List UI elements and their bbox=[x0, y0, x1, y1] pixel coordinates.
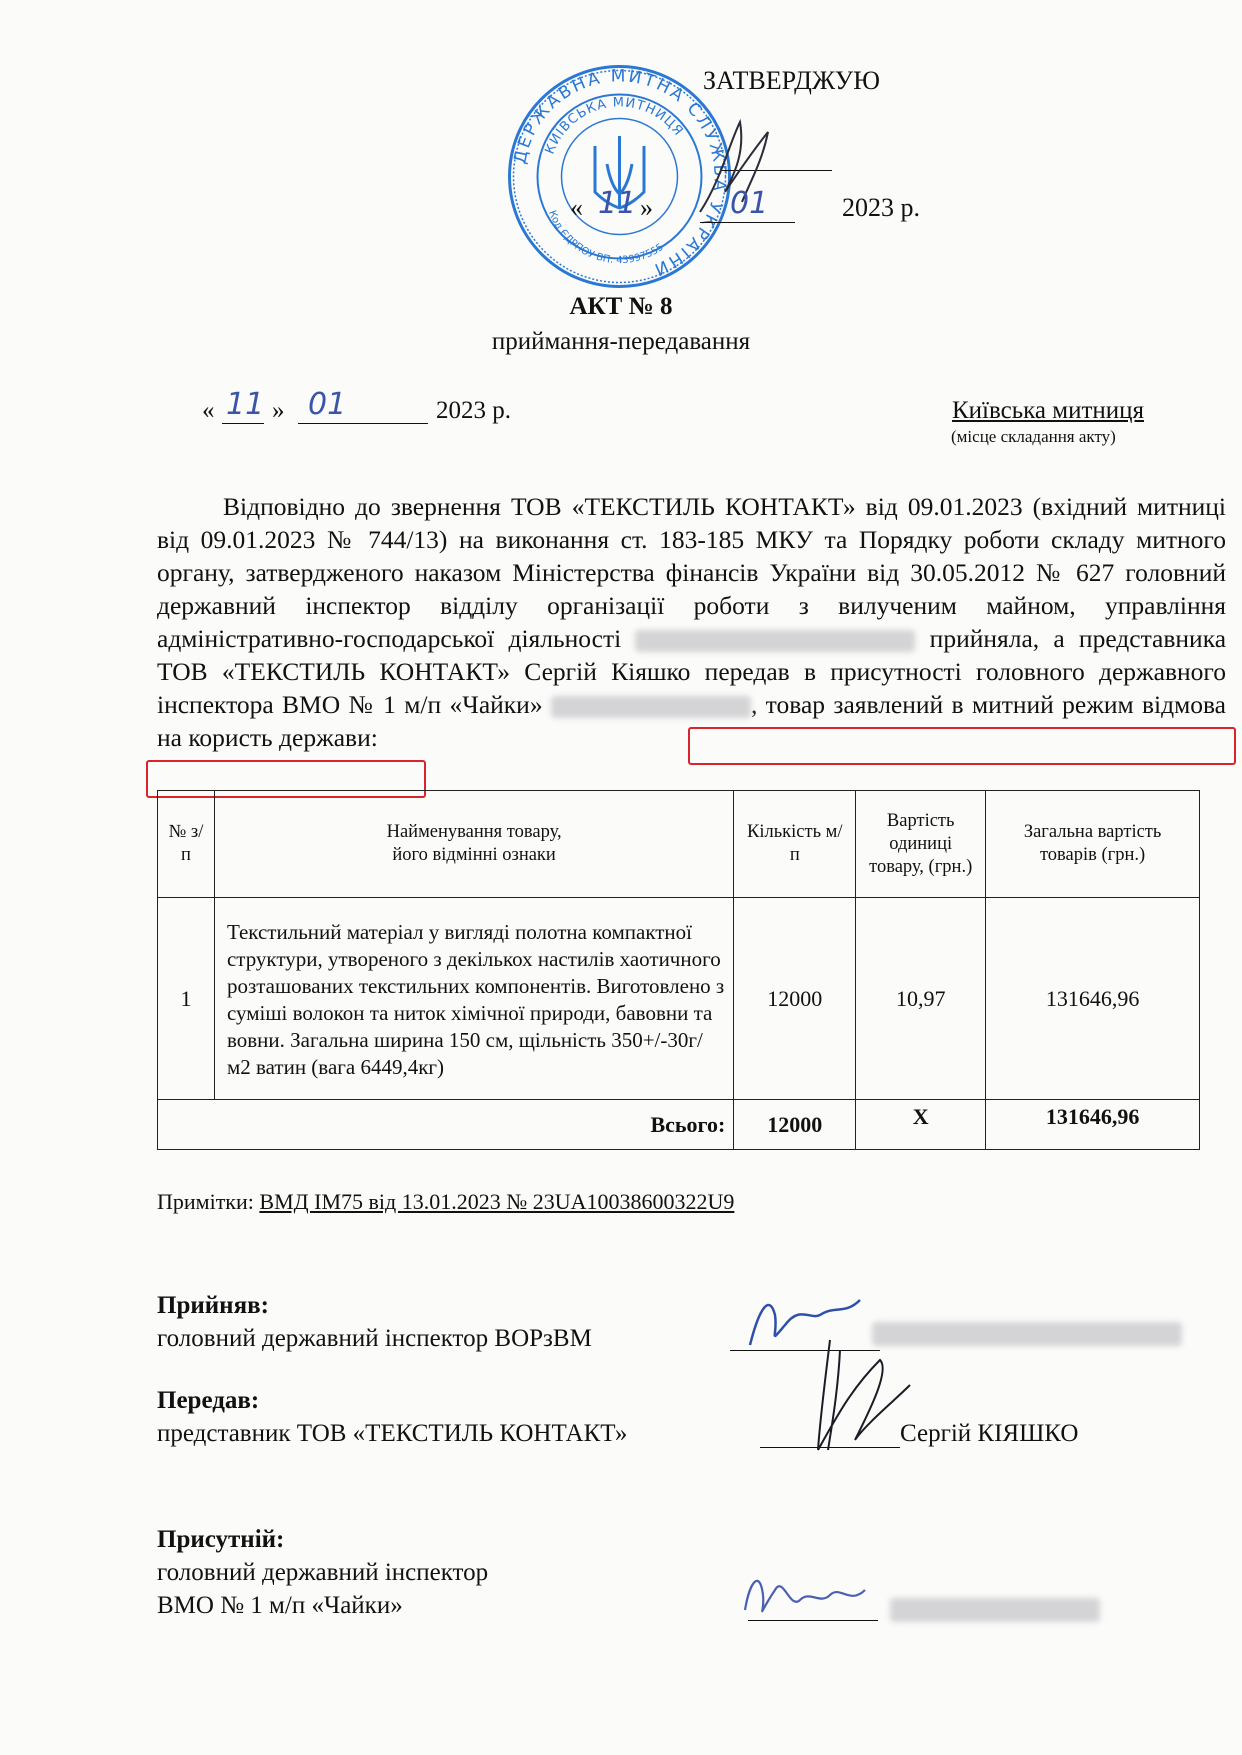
act-year: 2023 р. bbox=[436, 397, 511, 424]
row-num: 1 bbox=[158, 898, 215, 1100]
present-role-line1: головний державний інспектор bbox=[157, 1559, 489, 1586]
handed-name: Сергій КІЯШКО bbox=[900, 1420, 1079, 1447]
svg-text:КИЇВСЬКА МИТНИЦЯ: КИЇВСЬКА МИТНИЦЯ bbox=[542, 95, 686, 157]
act-subtitle: приймання-передавання bbox=[491, 328, 751, 355]
accepted-heading: Прийняв: bbox=[157, 1292, 269, 1319]
table-row bbox=[158, 898, 1200, 1100]
place-of-act: Київська митниця bbox=[952, 397, 1145, 424]
approve-date-close: » bbox=[640, 193, 653, 222]
handed-role: представник ТОВ «ТЕКСТИЛЬ КОНТАКТ» bbox=[157, 1420, 628, 1447]
table-summary-row bbox=[158, 1100, 1200, 1150]
redacted-name-present-signature bbox=[890, 1598, 1100, 1622]
act-title: АКТ № 8 bbox=[569, 293, 673, 320]
notes bbox=[157, 1187, 734, 1217]
present-signature bbox=[735, 1560, 875, 1630]
act-day: 11 bbox=[226, 387, 265, 422]
summary-qty: 12000 bbox=[734, 1100, 856, 1150]
summary-unit-price: Х bbox=[856, 1100, 986, 1150]
approve-heading: ЗАТВЕРДЖУЮ bbox=[703, 66, 880, 95]
table-header-row bbox=[158, 791, 1200, 898]
row-name: Текстильний матеріал у вигляді полотна компактної структури, утвореного з декількох настилів хаотичного розташованих текстильних компонентів. Виготовлено з суміші волокон та ниток хімічної природи, бавовни та вовни. Загальна ширина 150 см, щільність 350+/-30г/м2 ватин (вага 6449,4кг) bbox=[214, 898, 733, 1100]
body-paragraph bbox=[157, 490, 1226, 754]
goods-table bbox=[157, 790, 1200, 1150]
approve-month-line bbox=[700, 222, 795, 223]
handed-heading: Передав: bbox=[157, 1387, 260, 1414]
summary-total: 131646,96 bbox=[986, 1100, 1200, 1150]
act-month-line bbox=[298, 423, 428, 424]
act-date-open: « bbox=[202, 397, 215, 424]
notes-value: ВМД ІМ75 від 13.01.2023 № 23UA10038600322U9 bbox=[259, 1189, 735, 1214]
svg-text:ДЕРЖАВНА МИТНА СЛУЖБА УКРАЇНИ: ДЕРЖАВНА МИТНА СЛУЖБА УКРАЇНИ bbox=[510, 66, 730, 281]
approve-year: 2023 р. bbox=[842, 193, 920, 222]
notes-label: Примітки: bbox=[157, 1189, 254, 1214]
svg-text:Код ЄДРПОУ ВП: 43997555: Код ЄДРПОУ ВП: 43997555 bbox=[546, 209, 666, 267]
header-unit-price: Вартість одиниці товару, (грн.) bbox=[856, 791, 986, 898]
redacted-name-present bbox=[551, 696, 751, 718]
approve-date-open: « bbox=[570, 193, 583, 222]
header-name-line1: Найменування товару, bbox=[386, 822, 562, 842]
present-heading: Присутній: bbox=[157, 1526, 285, 1553]
body-part-2: прийняла, а представника ТОВ «ТЕКСТИЛЬ КОНТАКТ» Сергій Кіяшко передав в присутності головного державного інспектора ВМО № 1 м/п «Чайки» bbox=[157, 624, 1227, 719]
place-note: (місце складання акту) bbox=[951, 427, 1116, 446]
approve-day: 11 bbox=[598, 186, 637, 221]
body-part-1: Відповідно до звернення ТОВ «ТЕКСТИЛЬ КОНТАКТ» від 09.01.2023 (вхідний митниці від 09.01.2023 № 744/13) на виконання ст. 183-185 МКУ та Порядку роботи складу митного органу, затвердженого наказом Міністерства фінансів України від 30.05.2012 № 627 головний державний інспектор відділу організації роботи з вилученим майном, управління адміністративно-господарської діяльності bbox=[157, 492, 1226, 653]
row-total: 131646,96 bbox=[986, 898, 1200, 1100]
highlight-box-line1 bbox=[688, 727, 1236, 765]
act-day-line bbox=[222, 423, 264, 424]
header-total-price: Загальна вартість товарів (грн.) bbox=[986, 791, 1200, 898]
act-date-close: » bbox=[272, 397, 285, 424]
header-name bbox=[214, 791, 733, 898]
act-month: 01 bbox=[308, 387, 347, 422]
header-qty: Кількість м/п bbox=[734, 791, 856, 898]
handed-signature bbox=[770, 1330, 920, 1460]
row-unit-price: 10,97 bbox=[856, 898, 986, 1100]
row-qty: 12000 bbox=[734, 898, 856, 1100]
present-role-line2: ВМО № 1 м/п «Чайки» bbox=[157, 1592, 403, 1619]
body-part-3: , товар заявлений в митний режим відмова на користь держави: bbox=[157, 690, 1226, 752]
header-name-line2: його відмінні ознаки bbox=[392, 845, 556, 865]
approve-month: 01 bbox=[730, 186, 769, 221]
accepted-role: головний державний інспектор ВОРзВМ bbox=[157, 1325, 592, 1352]
redacted-name-inspector bbox=[635, 630, 915, 652]
summary-label: Всього: bbox=[158, 1100, 734, 1150]
header-num: № з/п bbox=[158, 791, 215, 898]
